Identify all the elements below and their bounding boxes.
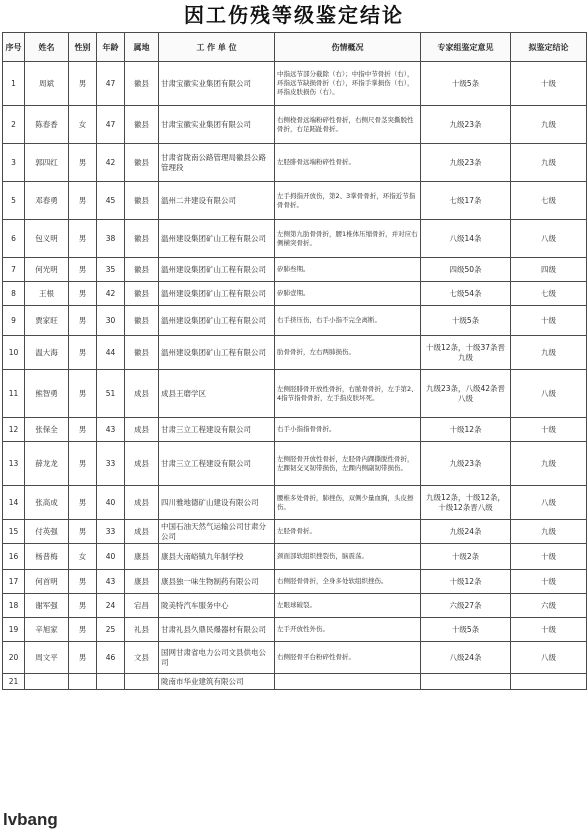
table-cell: 温大海: [25, 336, 69, 370]
table-cell: 左手拇指开放伤，第2、3掌骨骨折，环指近节指骨骨折。: [275, 182, 421, 220]
table-cell: 25: [97, 618, 125, 642]
table-cell: 男: [69, 306, 97, 336]
table-cell: 右手小指指骨骨折。: [275, 418, 421, 442]
table-cell: 四川雅地德矿山建设有限公司: [159, 486, 275, 520]
table-cell: 十级12条，十级37条晋九级: [421, 336, 511, 370]
table-cell: 15: [3, 520, 25, 544]
table-row: [3, 544, 587, 570]
table-cell: 47: [97, 106, 125, 144]
table-cell: 徽县: [125, 182, 159, 220]
table-cell: 温州建设集团矿山工程有限公司: [159, 220, 275, 258]
table-cell: 男: [69, 418, 97, 442]
table-cell: 徽县: [125, 306, 159, 336]
table-cell: 康县大南峪镇九年制学校: [159, 544, 275, 570]
table-cell: 成县: [125, 442, 159, 486]
table-cell: [421, 674, 511, 690]
table-cell: [97, 674, 125, 690]
table-cell: 十级: [511, 418, 587, 442]
table-row: [3, 418, 587, 442]
table-cell: 九级24条: [421, 520, 511, 544]
table-cell: 九级: [511, 520, 587, 544]
table-cell: 左胫骨骨折。: [275, 520, 421, 544]
table-cell: 八级: [511, 370, 587, 418]
table-cell: 7: [3, 258, 25, 282]
disability-table: [2, 32, 587, 690]
column-header: 性别: [69, 33, 97, 62]
table-cell: 5: [3, 182, 25, 220]
table-cell: 中指远节部分截除（右）；中指中节骨折（右），环指远节缺损骨折（右），环指手掌损伤（右），环指皮肤损伤（右）。: [275, 62, 421, 106]
table-cell: 男: [69, 62, 97, 106]
table-cell: 康县独一味生物制药有限公司: [159, 570, 275, 594]
table-cell: 46: [97, 642, 125, 674]
table-cell: 颈面部软组织挫裂伤，脑震荡。: [275, 544, 421, 570]
table-cell: 男: [69, 618, 97, 642]
table-cell: 十级5条: [421, 62, 511, 106]
table-cell: 20: [3, 642, 25, 674]
table-cell: 陇南市华业建筑有限公司: [159, 674, 275, 690]
table-cell: 甘肃宝徽实业集团有限公司: [159, 62, 275, 106]
table-cell: 11: [3, 370, 25, 418]
table-cell: 温州建设集团矿山工程有限公司: [159, 336, 275, 370]
table-cell: 16: [3, 544, 25, 570]
table-cell: 薛龙龙: [25, 442, 69, 486]
table-cell: 17: [3, 570, 25, 594]
table-row: [3, 182, 587, 220]
table-cell: 温州二井建设有限公司: [159, 182, 275, 220]
table-cell: 男: [69, 336, 97, 370]
table-row: [3, 486, 587, 520]
table-row: [3, 520, 587, 544]
table-cell: 右手挤压伤，右手小指不完全离断。: [275, 306, 421, 336]
column-header: 年龄: [97, 33, 125, 62]
table-cell: 中国石油天然气运输公司甘肃分公司: [159, 520, 275, 544]
table-cell: 周文平: [25, 642, 69, 674]
table-cell: 矽肺叁期。: [275, 258, 421, 282]
table-body: [3, 62, 587, 690]
table-cell: 付英强: [25, 520, 69, 544]
table-cell: 七级: [511, 282, 587, 306]
table-cell: 腰椎多处骨折，肺挫伤，双侧少量血胸，头皮擦伤。: [275, 486, 421, 520]
table-cell: 9: [3, 306, 25, 336]
table-cell: 四级: [511, 258, 587, 282]
table-cell: 徽县: [125, 336, 159, 370]
table-cell: 45: [97, 182, 125, 220]
table-cell: 包义明: [25, 220, 69, 258]
column-header: 拟鉴定结论: [511, 33, 587, 62]
table-cell: 男: [69, 520, 97, 544]
table-cell: 肋骨骨折，左右两肺损伤。: [275, 336, 421, 370]
table-cell: 12: [3, 418, 25, 442]
table-cell: 1: [3, 62, 25, 106]
table-cell: 熊智勇: [25, 370, 69, 418]
table-cell: 男: [69, 220, 97, 258]
table-cell: 44: [97, 336, 125, 370]
table-cell: 成县: [125, 486, 159, 520]
table-cell: 何首明: [25, 570, 69, 594]
table-cell: 康县: [125, 570, 159, 594]
table-cell: 男: [69, 442, 97, 486]
table-cell: 甘肃三立工程建设有限公司: [159, 418, 275, 442]
table-row: [3, 618, 587, 642]
table-cell: 八级: [511, 220, 587, 258]
table-cell: 十级: [511, 544, 587, 570]
table-cell: 2: [3, 106, 25, 144]
table-cell: 35: [97, 258, 125, 282]
table-cell: 何光明: [25, 258, 69, 282]
table-cell: 九级23条: [421, 106, 511, 144]
table-cell: 30: [97, 306, 125, 336]
table-cell: 51: [97, 370, 125, 418]
table-cell: 周斌: [25, 62, 69, 106]
table-cell: 张高成: [25, 486, 69, 520]
table-cell: 21: [3, 674, 25, 690]
table-cell: 八级24条: [421, 642, 511, 674]
table-cell: 十级12条: [421, 418, 511, 442]
table-header-row: [3, 33, 587, 62]
table-cell: 文县: [125, 642, 159, 674]
table-cell: 九级23条，八级42条晋八级: [421, 370, 511, 418]
table-cell: 六级27条: [421, 594, 511, 618]
table-cell: 贾家旺: [25, 306, 69, 336]
table-cell: 男: [69, 570, 97, 594]
table-cell: 右侧胫骨骨折，全身多处软组织挫伤。: [275, 570, 421, 594]
table-cell: 六级: [511, 594, 587, 618]
table-cell: 右侧桡骨远端粉碎性骨折，右侧尺骨茎突撕脱性骨折，右足跖趾骨折。: [275, 106, 421, 144]
table-cell: 十级5条: [421, 618, 511, 642]
table-cell: [69, 674, 97, 690]
table-row: [3, 370, 587, 418]
table-cell: 左眼球破裂。: [275, 594, 421, 618]
table-cell: 3: [3, 144, 25, 182]
table-cell: 13: [3, 442, 25, 486]
table-cell: 徽县: [125, 144, 159, 182]
table-cell: 邓春勇: [25, 182, 69, 220]
table-cell: 左胫腓骨远端粉碎性骨折。: [275, 144, 421, 182]
watermark-logo: lvbang: [0, 810, 61, 830]
table-cell: [275, 674, 421, 690]
table-cell: 甘肃宝徽实业集团有限公司: [159, 106, 275, 144]
table-cell: 19: [3, 618, 25, 642]
table-cell: 42: [97, 144, 125, 182]
table-cell: 十级5条: [421, 306, 511, 336]
table-cell: 八级14条: [421, 220, 511, 258]
table-cell: 6: [3, 220, 25, 258]
table-row: [3, 306, 587, 336]
table-cell: 女: [69, 544, 97, 570]
table-cell: 徽县: [125, 106, 159, 144]
table-cell: 男: [69, 258, 97, 282]
table-cell: 陈春香: [25, 106, 69, 144]
table-cell: 男: [69, 182, 97, 220]
table-cell: 43: [97, 570, 125, 594]
table-cell: 右侧胫骨平台粉碎性骨折。: [275, 642, 421, 674]
table-cell: 温州建设集团矿山工程有限公司: [159, 282, 275, 306]
table-cell: 九级: [511, 106, 587, 144]
page-title: 因工伤残等级鉴定结论: [184, 3, 404, 27]
table-cell: 成县: [125, 370, 159, 418]
table-cell: 14: [3, 486, 25, 520]
table-cell: 九级23条: [421, 144, 511, 182]
table-cell: 男: [69, 486, 97, 520]
column-header: 序号: [3, 33, 25, 62]
table-cell: 33: [97, 442, 125, 486]
table-cell: 女: [69, 106, 97, 144]
table-cell: 男: [69, 642, 97, 674]
table-cell: 十级: [511, 570, 587, 594]
table-cell: 九级: [511, 442, 587, 486]
table-cell: 43: [97, 418, 125, 442]
table-cell: 成县: [125, 418, 159, 442]
table-cell: 九级: [511, 336, 587, 370]
table-cell: 国网甘肃省电力公司文县供电公司: [159, 642, 275, 674]
table-cell: 徽县: [125, 258, 159, 282]
column-header: 伤情概况: [275, 33, 421, 62]
table-cell: 38: [97, 220, 125, 258]
table-cell: 康县: [125, 544, 159, 570]
table-cell: 温州建设集团矿山工程有限公司: [159, 258, 275, 282]
table-cell: 10: [3, 336, 25, 370]
table-cell: 十级12条: [421, 570, 511, 594]
column-header: 工 作 单 位: [159, 33, 275, 62]
table-cell: 八级: [511, 642, 587, 674]
table-cell: 九级12条，十级12条，十级12条晋八级: [421, 486, 511, 520]
table-cell: [511, 674, 587, 690]
column-header: 属地: [125, 33, 159, 62]
table-cell: 四级50条: [421, 258, 511, 282]
table-row: [3, 144, 587, 182]
table-row: [3, 570, 587, 594]
table-cell: 成县: [125, 520, 159, 544]
table-cell: 33: [97, 520, 125, 544]
table-cell: 男: [69, 370, 97, 418]
table-cell: 九级23条: [421, 442, 511, 486]
column-header: 姓名: [25, 33, 69, 62]
table-cell: 男: [69, 144, 97, 182]
table-cell: 郭四红: [25, 144, 69, 182]
table-cell: 左侧胫腓骨开放性骨折，右脓骨骨折，左手第2、4指节指骨骨折，左手指皮肤坏死。: [275, 370, 421, 418]
table-cell: 徽县: [125, 62, 159, 106]
table-cell: 徽县: [125, 220, 159, 258]
table-cell: 辛旭家: [25, 618, 69, 642]
table-cell: 左侧第九肋骨骨折，腰1椎体压缩骨折，并对应右侧横突骨折。: [275, 220, 421, 258]
table-cell: 王根: [25, 282, 69, 306]
table-row: [3, 642, 587, 674]
table-cell: 谢军强: [25, 594, 69, 618]
table-cell: 七级: [511, 182, 587, 220]
table-row: [3, 258, 587, 282]
table-cell: 左侧胫骨开放性骨折，左胫骨内踝撕脱性骨折，左踝韧交叉韧带损伤，左踝内侧副韧带损伤。: [275, 442, 421, 486]
table-row: [3, 106, 587, 144]
table-cell: 温州建设集团矿山工程有限公司: [159, 306, 275, 336]
table-row: [3, 282, 587, 306]
table-row: [3, 442, 587, 486]
table-cell: 九级: [511, 144, 587, 182]
table-cell: [125, 674, 159, 690]
table-cell: 十级: [511, 306, 587, 336]
column-header: 专家组鉴定意见: [421, 33, 511, 62]
table-cell: 左手开放性外伤。: [275, 618, 421, 642]
table-cell: 男: [69, 594, 97, 618]
table-cell: 十级: [511, 62, 587, 106]
table-cell: 礼县: [125, 618, 159, 642]
table-cell: 矽肺壹期。: [275, 282, 421, 306]
table-cell: 十级2条: [421, 544, 511, 570]
table-cell: 男: [69, 282, 97, 306]
table-cell: 42: [97, 282, 125, 306]
table-row: [3, 336, 587, 370]
table-cell: 宕昌: [125, 594, 159, 618]
table-cell: 十级: [511, 618, 587, 642]
table-row: [3, 62, 587, 106]
table-cell: 七级54条: [421, 282, 511, 306]
table-cell: 陇美特汽车服务中心: [159, 594, 275, 618]
table-cell: 甘肃三立工程建设有限公司: [159, 442, 275, 486]
table-cell: 徽县: [125, 282, 159, 306]
table-cell: 40: [97, 544, 125, 570]
table-row: [3, 674, 587, 690]
table-cell: 杨普梅: [25, 544, 69, 570]
table-row: [3, 594, 587, 618]
table-cell: [25, 674, 69, 690]
table-cell: 47: [97, 62, 125, 106]
table-cell: 张保全: [25, 418, 69, 442]
table-cell: 8: [3, 282, 25, 306]
table-cell: 甘肃省陇南公路管理局徽县公路管理段: [159, 144, 275, 182]
table-row: [3, 220, 587, 258]
table-cell: 18: [3, 594, 25, 618]
table-cell: 七级17条: [421, 182, 511, 220]
table-cell: 成县王磨学区: [159, 370, 275, 418]
table-cell: 40: [97, 486, 125, 520]
table-cell: 甘肃礼县久鼎民爆器材有限公司: [159, 618, 275, 642]
table-cell: 24: [97, 594, 125, 618]
table-cell: 八级: [511, 486, 587, 520]
